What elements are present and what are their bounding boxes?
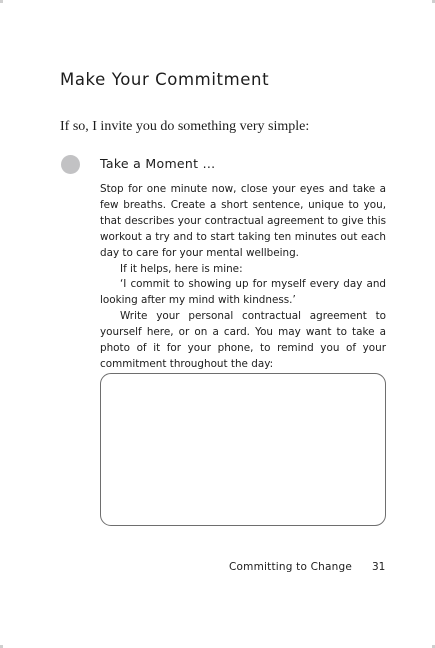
exercise-paragraph-instructions: Stop for one minute now, close your eyes and take a few breaths. Create a short sentence, unique to you, that describes your contractual agreement to give this workout a try and to start taking ten minutes out each day to care for your mental wellbeing. [100, 183, 386, 259]
exercise-title: Take a Moment ... [100, 156, 216, 171]
circle-bullet-icon [61, 155, 80, 174]
exercise-paragraph-example-quote: ‘I commit to showing up for myself every day and looking after my mind with kindness.’ [100, 278, 386, 307]
exercise-paragraph-write-prompt: Write your personal contractual agreement to yourself here, or on a card. You may want to take a photo of it for your phone, to remind you of your commitment throughout the day: [100, 310, 386, 370]
intro-text: If so, I invite you do something very simple: [60, 119, 310, 134]
running-footer-title: Committing to Change [229, 561, 353, 573]
exercise-paragraph-lead-in: If it helps, here is mine: [120, 262, 243, 275]
commitment-writing-box[interactable] [100, 373, 386, 526]
page-number: 31 [372, 561, 386, 573]
corner-crop-mark [0, 0, 3, 3]
exercise-body [100, 182, 386, 373]
section-heading: Make Your Commitment [60, 70, 270, 89]
